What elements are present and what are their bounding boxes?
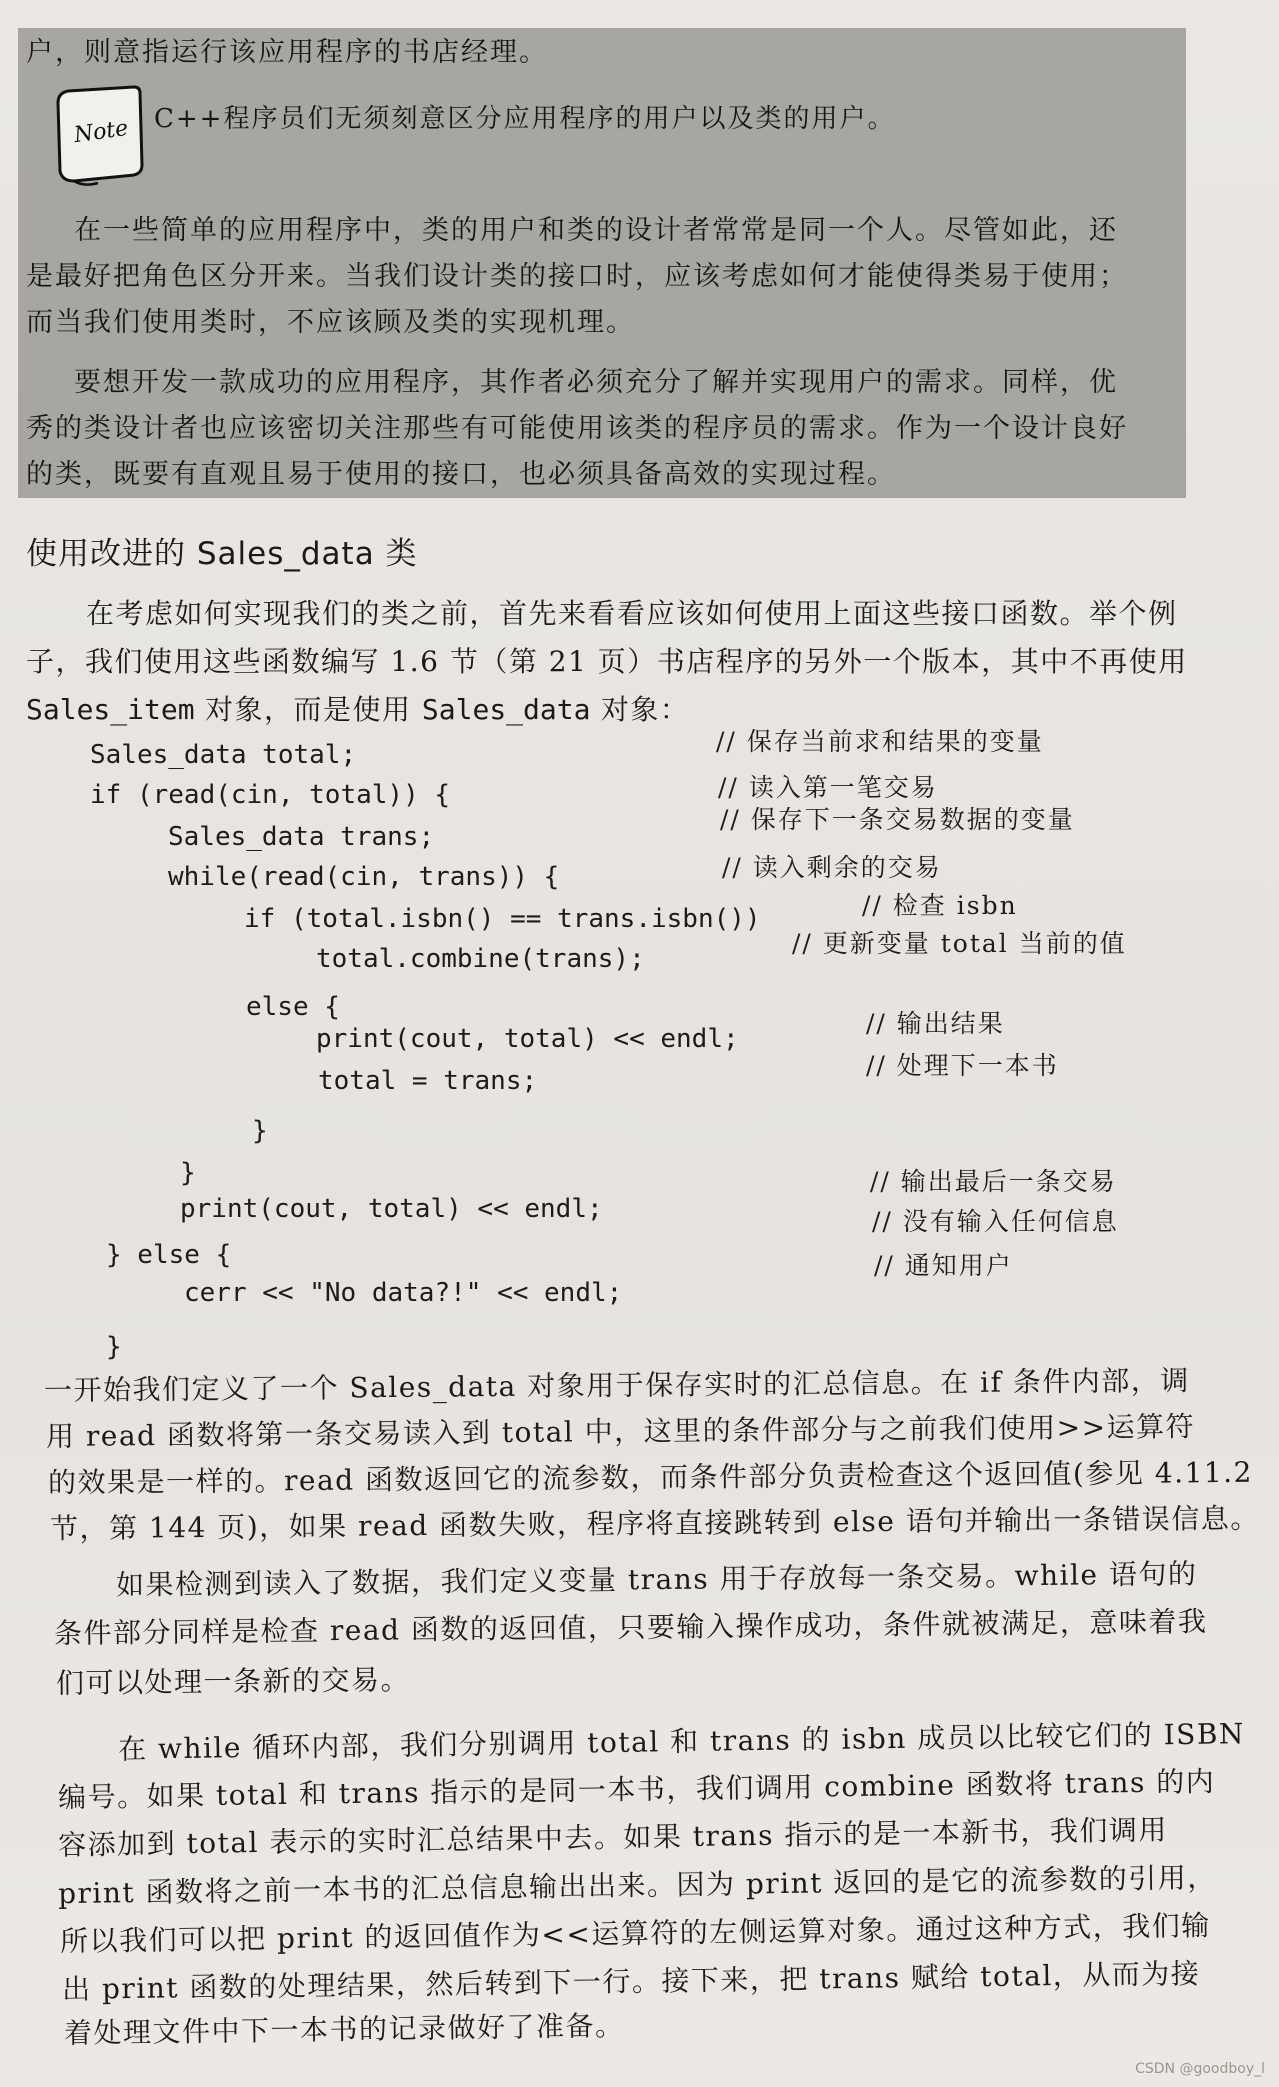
intro-line: 子，我们使用这些函数编写 1.6 节（第 21 页）书店程序的另外一个版本，其中不再使用 (26, 645, 1188, 678)
body-line: 用 read 函数将第一条交易读入到 total 中，这里的条件部分与之前我们使用>>运算符 (45, 1409, 1196, 1454)
code-comment: // 输出结果 (866, 1009, 1005, 1038)
code-comment: // 通知用户 (874, 1251, 1013, 1280)
code-line: cerr << "No data?!" << endl; (184, 1278, 623, 1308)
code-line: } (106, 1332, 122, 1362)
code-line: print(cout, total) << endl; (316, 1024, 739, 1054)
intro-line: 在考虑如何实现我们的类之前，首先来看看应该如何使用上面这些接口函数。举个例 (86, 597, 1178, 630)
note-paragraph-line: 而当我们使用类时，不应该顾及类的实现机理。 (26, 307, 635, 338)
code-line: else { (246, 992, 340, 1022)
code-comment: // 处理下一本书 (866, 1051, 1059, 1080)
code-line: } (180, 1158, 196, 1188)
body-line: 出 print 函数的处理结果，然后转到下一行。接下来，把 trans 赋给 total，从而为接 (61, 1957, 1201, 2006)
code-line: total = trans; (318, 1066, 538, 1096)
body-line: 容添加到 total 表示的实时汇总结果中去。如果 trans 指示的是一本新书，我们调用 (57, 1813, 1169, 1862)
note-icon (54, 83, 150, 193)
note-box (18, 28, 1186, 498)
body-line: 如果检测到读入了数据，我们定义变量 trans 用于存放每一条交易。while 语句的 (115, 1557, 1198, 1602)
code-line: while(read(cin, trans)) { (168, 862, 560, 892)
code-line: Sales_data total; (90, 740, 357, 770)
body-line: 节，第 144 页)，如果 read 函数失败，程序将直接跳转到 else 语句并输出一条错误信息。 (49, 1501, 1260, 1546)
intro-line: Sales_item 对象，而是使用 Sales_data 对象： (26, 693, 690, 726)
code-line: if (total.isbn() == trans.isbn()) (244, 904, 761, 934)
code-line: total.combine(trans); (316, 944, 645, 974)
code-line: Sales_data trans; (168, 822, 435, 852)
note-paragraph-line: 在一些简单的应用程序中，类的用户和类的设计者常常是同一个人。尽管如此，还 (74, 215, 1118, 246)
body-line: 编号。如果 total 和 trans 指示的是同一本书，我们调用 combine 函数将 trans 的内 (57, 1764, 1216, 1815)
code-comment: // 保存下一条交易数据的变量 (720, 805, 1075, 834)
code-comment: // 检查 isbn (862, 891, 1018, 920)
code-comment: // 输出最后一条交易 (870, 1167, 1117, 1196)
body-line: 一开始我们定义了一个 Sales_data 对象用于保存实时的汇总信息。在 if 条件内部，调 (43, 1364, 1190, 1407)
section-title: 使用改进的 Sales_data 类 (26, 536, 418, 572)
code-comment: // 没有输入任何信息 (872, 1207, 1119, 1236)
watermark: CSDN @goodboy_l (1135, 2061, 1265, 2077)
note-box-line: 户，则意指运行该应用程序的书店经理。 (26, 37, 548, 68)
code-comment: // 更新变量 total 当前的值 (792, 929, 1127, 958)
body-line: 的效果是一样的。read 函数返回它的流参数，而条件部分负责检查这个返回值(参见 4.11.2 (47, 1455, 1254, 1500)
body-line: 们可以处理一条新的交易。 (55, 1663, 411, 1700)
code-comment: // 读入第一笔交易 (718, 773, 938, 802)
note-paragraph-line: 要想开发一款成功的应用程序，其作者必须充分了解并实现用户的需求。同样，优 (74, 367, 1118, 398)
body-line: 条件部分同样是检查 read 函数的返回值，只要输入操作成功，条件就被满足，意味着我 (53, 1604, 1208, 1651)
code-line: } else { (106, 1240, 232, 1270)
note-text: C++程序员们无须刻意区分应用程序的用户以及类的用户。 (154, 104, 896, 134)
code-comment: // 读入剩余的交易 (722, 853, 942, 882)
body-line: print 函数将之前一本书的汇总信息输出出来。因为 print 返回的是它的流参数的引用， (57, 1860, 1218, 1911)
body-line: 所以我们可以把 print 的返回值作为<<运算符的左侧运算对象。通过这种方式，我们输 (59, 1908, 1211, 1959)
note-paragraph-line: 的类，既要有直观且易于使用的接口，也必须具备高效的实现过程。 (26, 459, 896, 490)
code-line: } (252, 1116, 268, 1146)
note-icon-label: Note (72, 115, 130, 149)
body-line: 在 while 循环内部，我们分别调用 total 和 trans 的 isbn 成员以比较它们的 ISBN (117, 1717, 1246, 1766)
code-line: if (read(cin, total)) { (90, 780, 451, 810)
note-paragraph-line: 秀的类设计者也应该密切关注那些有可能使用该类的程序员的需求。作为一个设计良好 (26, 413, 1128, 444)
code-comment: // 保存当前求和结果的变量 (716, 727, 1044, 756)
code-line: print(cout, total) << endl; (180, 1194, 603, 1224)
body-line: 着处理文件中下一本书的记录做好了准备。 (63, 2009, 625, 2050)
note-paragraph-line: 是最好把角色区分开来。当我们设计类的接口时，应该考虑如何才能使得类易于使用； (26, 261, 1128, 292)
